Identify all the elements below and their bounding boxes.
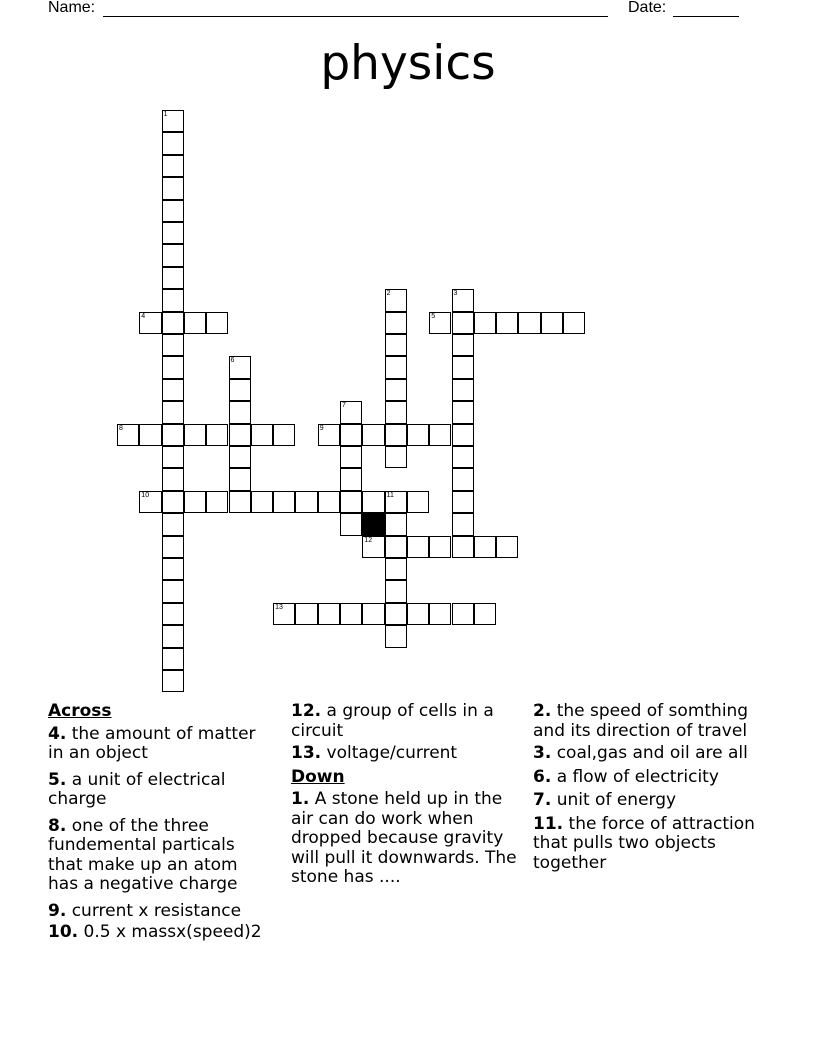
- grid-cell[interactable]: [385, 401, 407, 423]
- grid-cell[interactable]: [162, 468, 184, 490]
- clue-across-9: 9. current x resistance: [48, 900, 242, 921]
- clue-number: 1: [163, 111, 168, 118]
- clue-down-3: 3. coal,gas and oil are all: [533, 743, 748, 763]
- grid-cell[interactable]: [273, 424, 295, 446]
- grid-cell[interactable]: [162, 177, 184, 199]
- clue-across-4: 4. the amount of matter in an object: [48, 723, 256, 763]
- grid-cell[interactable]: [340, 446, 362, 468]
- grid-cell[interactable]: [362, 536, 384, 558]
- grid-cell[interactable]: [429, 312, 451, 334]
- grid-cell[interactable]: [139, 312, 161, 334]
- grid-cell[interactable]: [162, 580, 184, 602]
- grid-cell[interactable]: [273, 491, 295, 513]
- grid-cell[interactable]: [117, 424, 139, 446]
- grid-cell[interactable]: [385, 625, 407, 647]
- grid-cell[interactable]: [340, 513, 362, 535]
- grid-cell[interactable]: [496, 536, 518, 558]
- grid-cell[interactable]: [229, 401, 251, 423]
- clue-down-6: 6. a flow of electricity: [533, 766, 719, 787]
- grid-cell[interactable]: [229, 446, 251, 468]
- grid-cell[interactable]: [407, 491, 429, 513]
- grid-cell[interactable]: [340, 468, 362, 490]
- clue-across-10: 10. 0.5 x massx(speed)2: [48, 922, 262, 942]
- clue-number: 8: [119, 424, 123, 432]
- grid-cell[interactable]: [452, 379, 474, 401]
- clue-down-7: 7. unit of energy: [533, 790, 677, 810]
- name-label: Name:: [48, 0, 96, 16]
- grid-cell[interactable]: [385, 491, 407, 513]
- page-title: physics: [320, 36, 496, 91]
- date-label: Date:: [628, 0, 667, 16]
- grid-cell[interactable]: [162, 356, 184, 378]
- grid-cell[interactable]: [162, 625, 184, 647]
- grid-cell[interactable]: [162, 289, 184, 311]
- grid-cell[interactable]: [496, 312, 518, 334]
- grid-cell[interactable]: [452, 513, 474, 535]
- grid-cell[interactable]: [385, 513, 407, 535]
- grid-cell[interactable]: [184, 424, 206, 446]
- grid-cell[interactable]: [452, 356, 474, 378]
- grid-cell[interactable]: [452, 491, 474, 513]
- across-heading: Across: [48, 701, 112, 721]
- clue-number: 11: [386, 491, 394, 499]
- clue-number: 6: [230, 357, 235, 365]
- clue-number: 7: [342, 402, 346, 410]
- clue-column-2: [291, 702, 523, 895]
- clue-number: 10: [141, 491, 150, 499]
- grid-cell[interactable]: [162, 670, 184, 692]
- grid-cell[interactable]: [474, 312, 496, 334]
- clue-number: 12: [364, 536, 373, 544]
- grid-cell[interactable]: [206, 312, 228, 334]
- grid-cell[interactable]: [385, 424, 407, 446]
- grid-cell[interactable]: [541, 312, 563, 334]
- grid-cell[interactable]: [162, 244, 184, 266]
- grid-cell[interactable]: [385, 334, 407, 356]
- grid-cell[interactable]: [139, 491, 161, 513]
- clue-down-11: 11. the force of attraction that pulls two objects together: [533, 813, 755, 873]
- grid-cell[interactable]: [184, 491, 206, 513]
- grid-cell[interactable]: [385, 580, 407, 602]
- grid-cell[interactable]: [162, 558, 184, 580]
- clue-number: 5: [431, 312, 436, 320]
- clue-across-5: 5. a unit of electrical charge: [48, 769, 226, 809]
- grid-cell[interactable]: [340, 491, 362, 513]
- grid-cell[interactable]: [251, 491, 273, 513]
- grid-cell[interactable]: [318, 603, 340, 625]
- grid-cell[interactable]: [385, 603, 407, 625]
- clue-number: 13: [275, 603, 283, 611]
- grid-cell[interactable]: [407, 424, 429, 446]
- clue-across-13: 13. voltage/current: [291, 743, 458, 763]
- grid-cell[interactable]: [251, 424, 273, 446]
- grid-cell[interactable]: [362, 491, 384, 513]
- clue-number: 2: [386, 290, 391, 298]
- grid-cell[interactable]: [385, 379, 407, 401]
- grid-cell[interactable]: [162, 513, 184, 535]
- grid-cell[interactable]: [385, 312, 407, 334]
- grid-cell[interactable]: [452, 334, 474, 356]
- black-square: [362, 513, 384, 535]
- grid-cell[interactable]: [273, 603, 295, 625]
- grid-cell[interactable]: [452, 289, 474, 311]
- grid-cell[interactable]: [162, 334, 184, 356]
- grid-cell[interactable]: [162, 267, 184, 289]
- grid-cell[interactable]: [229, 424, 251, 446]
- grid-cell[interactable]: [407, 603, 429, 625]
- grid-cell[interactable]: [162, 424, 184, 446]
- grid-cell[interactable]: [162, 603, 184, 625]
- grid-cell[interactable]: [162, 222, 184, 244]
- grid-cell[interactable]: [452, 468, 474, 490]
- grid-cell[interactable]: [229, 379, 251, 401]
- grid-cell[interactable]: [429, 603, 451, 625]
- grid-cell[interactable]: [162, 110, 184, 132]
- grid-cell[interactable]: [162, 446, 184, 468]
- clue-down-2: 2. the speed of somthing and its direction of travel: [533, 701, 749, 741]
- clue-column-3: [533, 702, 768, 880]
- grid-cell[interactable]: [385, 289, 407, 311]
- grid-cell[interactable]: [340, 603, 362, 625]
- grid-cell[interactable]: [452, 424, 474, 446]
- clue-number: 3: [453, 290, 458, 298]
- clue-number: 4: [141, 312, 146, 320]
- grid-cell[interactable]: [452, 446, 474, 468]
- grid-cell[interactable]: [206, 424, 228, 446]
- grid-cell[interactable]: [139, 424, 161, 446]
- grid-cell[interactable]: [184, 312, 206, 334]
- grid-cell[interactable]: [162, 401, 184, 423]
- grid-cell[interactable]: [362, 603, 384, 625]
- grid-cell[interactable]: [229, 356, 251, 378]
- grid-cell[interactable]: [162, 648, 184, 670]
- grid-cell[interactable]: [474, 603, 496, 625]
- clue-down-1: 1. A stone held up in the air can do work when dropped because gravity will pull it downwards. The stone has ....: [291, 789, 517, 887]
- grid-cell[interactable]: [318, 424, 340, 446]
- grid-cell[interactable]: [318, 491, 340, 513]
- grid-cell[interactable]: [340, 424, 362, 446]
- grid-cell[interactable]: [295, 491, 317, 513]
- grid-cell[interactable]: [162, 379, 184, 401]
- grid-cell[interactable]: [385, 446, 407, 468]
- grid-cell[interactable]: [429, 536, 451, 558]
- grid-cell[interactable]: [385, 536, 407, 558]
- clue-across-12: 12. a group of cells in a circuit: [291, 701, 494, 741]
- grid-cell[interactable]: [385, 356, 407, 378]
- clue-column-1: [48, 702, 273, 950]
- grid-cell[interactable]: [518, 312, 540, 334]
- grid-cell[interactable]: [162, 312, 184, 334]
- grid-cell[interactable]: [162, 491, 184, 513]
- clue-number: 9: [319, 424, 324, 432]
- grid-cell[interactable]: [452, 401, 474, 423]
- grid-cell[interactable]: [162, 132, 184, 154]
- grid-cell[interactable]: [563, 312, 585, 334]
- grid-cell[interactable]: [162, 536, 184, 558]
- clue-across-8: 8. one of the three fundemental particals that make up an atom has a negative charge: [48, 815, 238, 894]
- grid-cell[interactable]: [474, 536, 496, 558]
- grid-cell[interactable]: [407, 536, 429, 558]
- down-heading: Down: [291, 766, 345, 787]
- grid-cell[interactable]: [206, 491, 228, 513]
- grid-cell[interactable]: [452, 536, 474, 558]
- grid-cell[interactable]: [229, 491, 251, 513]
- grid-cell[interactable]: [295, 603, 317, 625]
- grid-cell[interactable]: [229, 468, 251, 490]
- grid-cell[interactable]: [162, 200, 184, 222]
- grid-cell[interactable]: [452, 603, 474, 625]
- grid-cell[interactable]: [385, 558, 407, 580]
- grid-cell[interactable]: [340, 401, 362, 423]
- grid-cell[interactable]: [452, 312, 474, 334]
- grid-cell[interactable]: [362, 424, 384, 446]
- grid-cell[interactable]: [162, 155, 184, 177]
- grid-cell[interactable]: [429, 424, 451, 446]
